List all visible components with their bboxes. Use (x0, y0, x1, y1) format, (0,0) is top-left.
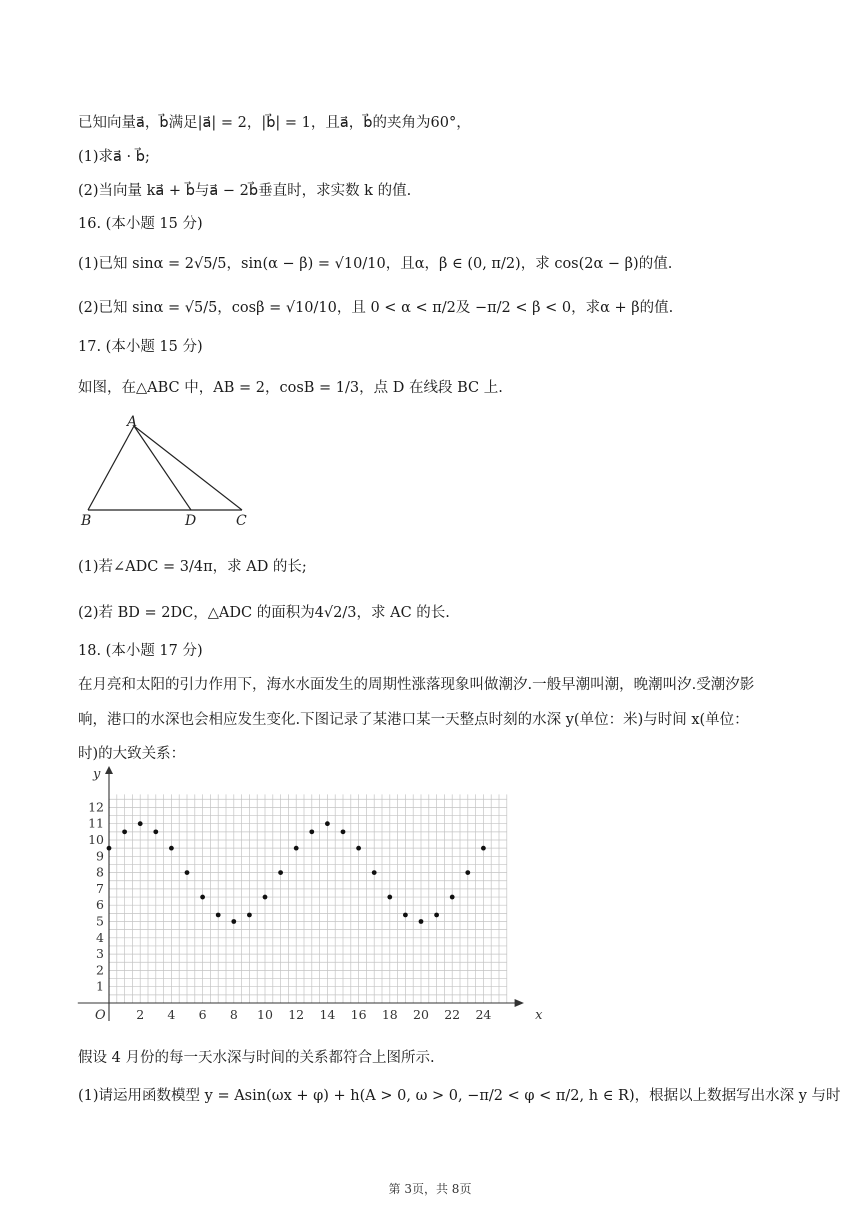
triangle-figure (78, 412, 258, 532)
data-point (356, 846, 361, 851)
q18-para3: 时)的大致关系： (78, 746, 186, 762)
q18-after-chart: 假设 4 月份的每一天水深与时间的关系都符合上图所示. (78, 1050, 435, 1066)
q18-para1: 在月亮和太阳的引力作用下，海水水面发生的周期性涨落现象叫做潮汐.一般早潮叫潮，晚潮叫汐.受潮汐影 (78, 677, 755, 693)
data-point (122, 829, 127, 834)
y-axis-arrow (105, 766, 113, 774)
y-tick-label: 10 (88, 832, 104, 847)
q18-header: 18. (本小题 17 分) (78, 643, 203, 659)
x-tick-label: 14 (319, 1007, 336, 1022)
data-point (465, 870, 470, 875)
data-point (278, 870, 283, 875)
data-point (231, 919, 236, 924)
x-tick-label: 22 (444, 1007, 461, 1022)
y-tick-label: 6 (96, 897, 104, 913)
chart-grid (109, 794, 507, 1003)
data-point (325, 821, 330, 826)
y-tick-label: 12 (88, 799, 104, 815)
side-ac (134, 426, 242, 510)
q18-part1: (1)请运用函数模型 y = Asin(ωx + φ) + h(A > 0, ω > 0, −π/2 < φ < π/2, h ∈ R)，根据以上数据写出水深 y 与时 (78, 1088, 841, 1104)
x-axis-label: x (535, 1008, 543, 1023)
origin-label: O (95, 1008, 106, 1023)
x-tick-label: 18 (381, 1007, 398, 1022)
data-point (247, 913, 252, 918)
chart-axes (78, 766, 543, 1023)
data-point (138, 821, 143, 826)
q15-part2: (2)当向量 ka⃗ + b⃗与a⃗ − 2b⃗垂直时，求实数 k 的值. (78, 183, 412, 199)
vertex-c-label: C (236, 513, 247, 529)
vertex-a-label: A (127, 414, 138, 430)
y-tick-label: 5 (96, 913, 104, 929)
y-tick-label: 9 (96, 848, 104, 864)
q15-stem: 已知向量a⃗，b⃗满足|a⃗| = 2，|b⃗| = 1，且a⃗，b⃗的夹角为60°， (78, 115, 471, 131)
q17-header: 17. (本小题 15 分) (78, 339, 203, 355)
data-point (481, 846, 486, 851)
y-axis-label: y (93, 767, 101, 782)
data-point (200, 895, 205, 900)
data-point (341, 829, 346, 834)
tide-scatter-chart (74, 764, 543, 1034)
y-tick-label: 7 (96, 880, 104, 896)
data-point (372, 870, 377, 875)
x-tick-label: 4 (167, 1007, 176, 1022)
data-point (419, 919, 424, 924)
y-tick-label: 2 (96, 962, 104, 978)
y-tick-label: 3 (96, 946, 104, 962)
q18-para2: 响，港口的水深也会相应发生变化.下图记录了某港口某一天整点时刻的水深 y(单位：米)与时间 x(单位： (78, 712, 749, 728)
data-point (107, 846, 112, 851)
segment-ad (134, 426, 191, 510)
vertex-b-label: B (81, 513, 92, 529)
x-tick-label: 20 (413, 1007, 429, 1022)
data-point (450, 895, 455, 900)
y-tick-label: 1 (96, 978, 104, 994)
q17-part2: (2)若 BD = 2DC，△ADC 的面积为4√2/3，求 AC 的长. (78, 605, 450, 621)
y-tick-label: 11 (88, 815, 104, 831)
q15-part1: (1)求a⃗ · b⃗; (78, 149, 150, 165)
x-tick-label: 16 (350, 1007, 367, 1022)
data-point (216, 913, 221, 918)
vertex-d-label: D (185, 513, 197, 529)
q17-stem: 如图，在△ABC 中，AB = 2，cosB = 1/3，点 D 在线段 BC 上. (78, 380, 503, 396)
data-point (309, 829, 314, 834)
data-point (185, 870, 190, 875)
y-tick-label: 8 (96, 864, 104, 880)
q16-part1: (1)已知 sinα = 2√5/5，sin(α − β) = √10/10，且α，β ∈ (0, π/2)，求 cos(2α − β)的值. (78, 256, 673, 272)
data-point (387, 895, 392, 900)
data-point (403, 913, 408, 918)
q17-part1: (1)若∠ADC = 3/4π，求 AD 的长; (78, 559, 307, 575)
chart-tick-labels (88, 799, 491, 1022)
x-tick-label: 6 (198, 1007, 207, 1022)
x-axis-arrow (515, 999, 524, 1007)
x-tick-label: 12 (288, 1007, 305, 1022)
x-tick-label: 24 (475, 1007, 492, 1022)
data-point (434, 913, 439, 918)
q16-part2: (2)已知 sinα = √5/5，cosβ = √10/10，且 0 < α < π/2及 −π/2 < β < 0，求α + β的值. (78, 300, 674, 316)
x-tick-label: 8 (229, 1007, 238, 1022)
side-ab (88, 426, 134, 510)
q16-header: 16. (本小题 15 分) (78, 216, 203, 232)
data-point (169, 846, 174, 851)
data-point (263, 895, 268, 900)
x-tick-label: 2 (136, 1007, 145, 1022)
x-tick-label: 10 (257, 1007, 273, 1022)
data-point (294, 846, 299, 851)
y-tick-label: 4 (96, 929, 104, 945)
page-footer: 第 3页，共 8页 (388, 1182, 472, 1196)
data-point (153, 829, 158, 834)
